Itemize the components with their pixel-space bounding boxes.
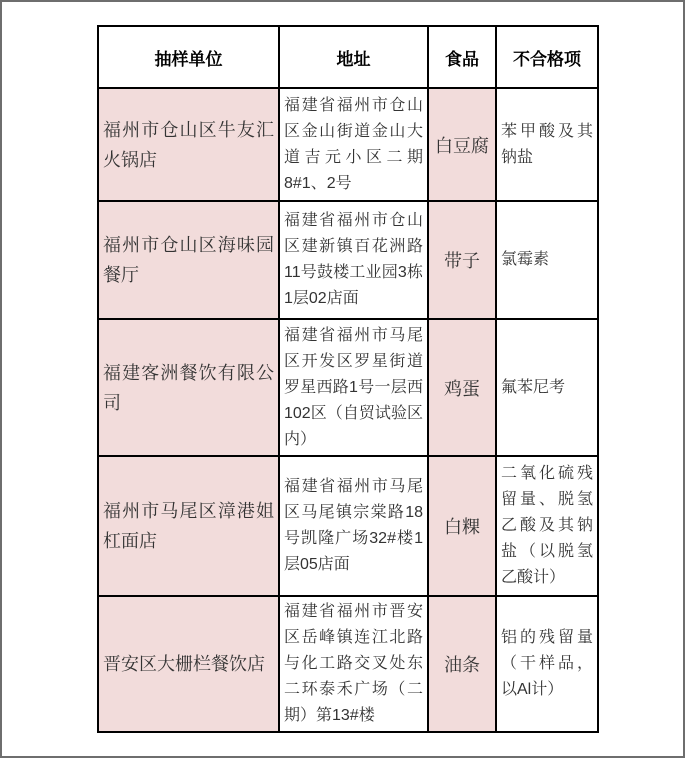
cell-address: 福建省福州市晋安区岳峰镇连江北路与化工路交叉处东二环泰禾广场（二期）第13#楼	[279, 596, 428, 732]
table-row	[98, 319, 598, 456]
cell-address: 福建省福州市马尾区开发区罗星街道罗星西路1号一层西102区（自贸试验区内）	[279, 319, 428, 456]
cell-failed-item: 氯霉素	[496, 201, 598, 319]
cell-sampling-unit: 福州市仓山区牛友汇火锅店	[98, 88, 279, 201]
cell-sampling-unit: 福建客洲餐饮有限公司	[98, 319, 279, 456]
food-safety-results-table	[97, 25, 599, 733]
cell-failed-item: 二氧化硫残留量、脱氢乙酸及其钠盐（以脱氢乙酸计）	[496, 456, 598, 596]
cell-food: 白粿	[428, 456, 496, 596]
cell-failed-item: 苯甲酸及其钠盐	[496, 88, 598, 201]
cell-food: 带子	[428, 201, 496, 319]
table-row	[98, 596, 598, 732]
cell-failed-item: 铝的残留量（干样品，以Al计）	[496, 596, 598, 732]
cell-address: 福建省福州市仓山区金山街道金山大道吉元小区二期8#1、2号	[279, 88, 428, 201]
col-header-failed-item: 不合格项	[496, 26, 598, 88]
cell-failed-item: 氟苯尼考	[496, 319, 598, 456]
cell-sampling-unit: 福州市仓山区海味园餐厅	[98, 201, 279, 319]
col-header-food: 食品	[428, 26, 496, 88]
cell-address: 福建省福州市马尾区马尾镇宗棠路18号凯隆广场32#楼1层05店面	[279, 456, 428, 596]
table-row	[98, 456, 598, 596]
cell-sampling-unit: 晋安区大栅栏餐饮店	[98, 596, 279, 732]
table-row	[98, 88, 598, 201]
table-row	[98, 201, 598, 319]
col-header-address: 地址	[279, 26, 428, 88]
cell-food: 油条	[428, 596, 496, 732]
cell-food: 鸡蛋	[428, 319, 496, 456]
cell-sampling-unit: 福州市马尾区漳港姐杠面店	[98, 456, 279, 596]
cell-food: 白豆腐	[428, 88, 496, 201]
col-header-sampling-unit: 抽样单位	[98, 26, 279, 88]
header-row	[98, 26, 598, 88]
cell-address: 福建省福州市仓山区建新镇百花洲路11号鼓楼工业园3栋1层02店面	[279, 201, 428, 319]
